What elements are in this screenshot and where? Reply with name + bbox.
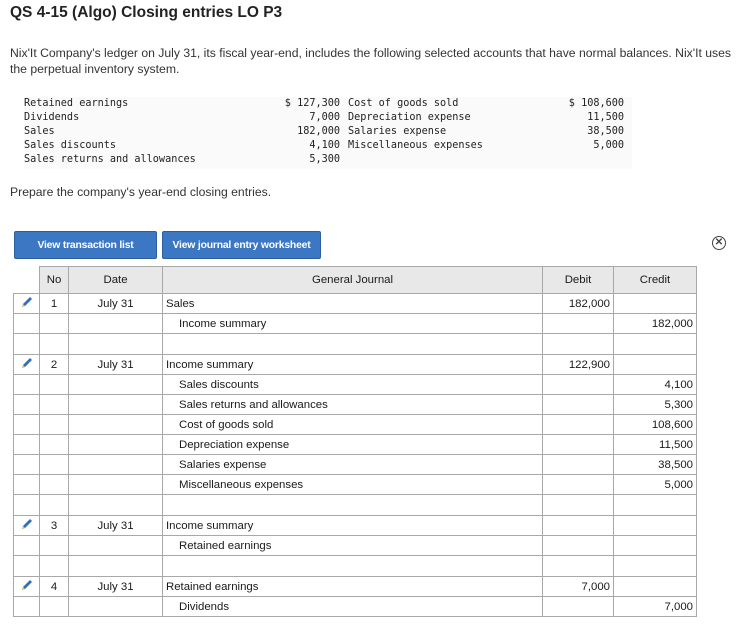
no-column-header: No	[40, 267, 69, 294]
ledger-amount: 5,000	[593, 140, 624, 151]
pencil-icon[interactable]	[20, 578, 34, 592]
debit-amount[interactable]	[543, 556, 614, 577]
entry-date[interactable]	[69, 536, 163, 556]
table-row	[14, 294, 697, 314]
credit-amount[interactable]: 5,000	[614, 475, 697, 495]
table-row	[14, 355, 697, 375]
account-name[interactable]: Retained earnings	[163, 577, 543, 597]
table-row	[14, 415, 697, 435]
ledger-name: Miscellaneous expenses	[348, 140, 483, 151]
credit-amount[interactable]: 11,500	[614, 435, 697, 455]
table-row	[14, 556, 697, 577]
ledger-name: Salaries expense	[348, 126, 447, 137]
edit-cell	[14, 536, 40, 556]
credit-amount[interactable]	[614, 577, 697, 597]
ledger-amount	[552, 153, 624, 167]
instruction-text: Prepare the company's year-end closing entries.	[10, 185, 272, 199]
table-row	[14, 314, 697, 334]
account-name[interactable]	[163, 556, 543, 577]
debit-amount[interactable]	[543, 334, 614, 355]
debit-amount[interactable]: 7,000	[543, 577, 614, 597]
ledger-name: Sales discounts	[24, 140, 117, 151]
edit-cell	[14, 597, 40, 617]
edit-cell	[14, 435, 40, 455]
account-name[interactable]: Sales discounts	[163, 375, 543, 395]
table-row	[14, 435, 697, 455]
ledger-amount: $ 127,300	[284, 98, 340, 109]
entry-number[interactable]	[40, 415, 69, 435]
pencil-icon[interactable]	[20, 295, 34, 309]
pencil-icon[interactable]	[20, 517, 34, 531]
entry-date[interactable]: July 31	[69, 294, 163, 314]
account-name[interactable]: Depreciation expense	[163, 435, 543, 455]
edit-entry-cell[interactable]	[14, 577, 40, 597]
account-name[interactable]: Sales	[163, 294, 543, 314]
edit-entry-cell[interactable]	[14, 516, 40, 536]
debit-amount[interactable]	[543, 455, 614, 475]
debit-amount[interactable]	[543, 516, 614, 536]
credit-amount[interactable]: 182,000	[614, 314, 697, 334]
pencil-icon[interactable]	[20, 356, 34, 370]
entry-date[interactable]	[69, 495, 163, 516]
credit-amount[interactable]	[614, 536, 697, 556]
ledger-right-names	[348, 97, 528, 167]
table-row	[14, 597, 697, 617]
credit-amount[interactable]	[614, 516, 697, 536]
ledger-left-amounts	[272, 97, 340, 167]
debit-amount[interactable]	[543, 597, 614, 617]
entry-number[interactable]	[40, 395, 69, 415]
table-row	[14, 375, 697, 395]
credit-amount[interactable]	[614, 495, 697, 516]
page-title: QS 4-15 (Algo) Closing entries LO P3	[10, 4, 283, 21]
account-name[interactable]: Dividends	[163, 597, 543, 617]
entry-number[interactable]	[40, 455, 69, 475]
entry-number[interactable]	[40, 334, 69, 355]
table-row	[14, 334, 697, 355]
entry-date[interactable]: July 31	[69, 516, 163, 536]
entry-date[interactable]	[69, 597, 163, 617]
entry-date[interactable]	[69, 435, 163, 455]
table-row	[14, 395, 697, 415]
credit-amount[interactable]: 4,100	[614, 375, 697, 395]
account-name[interactable]	[163, 334, 543, 355]
edit-cell	[14, 395, 40, 415]
account-name[interactable]: Income summary	[163, 314, 543, 334]
table-row	[14, 516, 697, 536]
credit-amount[interactable]: 38,500	[614, 455, 697, 475]
entry-number[interactable]: 1	[40, 294, 69, 314]
entry-number[interactable]	[40, 495, 69, 516]
debit-amount[interactable]	[543, 395, 614, 415]
ledger-amount: 7,000	[309, 112, 340, 123]
account-name[interactable]: Sales returns and allowances	[163, 395, 543, 415]
table-row	[14, 475, 697, 495]
debit-amount[interactable]	[543, 375, 614, 395]
entry-date[interactable]: July 31	[69, 577, 163, 597]
edit-cell	[14, 334, 40, 355]
close-circle-icon[interactable]: ✕	[712, 236, 726, 250]
ledger-amount: 182,000	[297, 126, 340, 137]
debit-amount[interactable]	[543, 475, 614, 495]
date-column-header: Date	[69, 267, 163, 294]
entry-number[interactable]	[40, 475, 69, 495]
credit-amount[interactable]	[614, 556, 697, 577]
entry-number[interactable]: 2	[40, 355, 69, 375]
entry-date[interactable]	[69, 375, 163, 395]
entry-date[interactable]: July 31	[69, 355, 163, 375]
credit-column-header: Credit	[614, 267, 697, 294]
debit-amount[interactable]: 182,000	[543, 294, 614, 314]
general-journal-table	[13, 266, 697, 617]
entry-number[interactable]	[40, 435, 69, 455]
edit-cell	[14, 375, 40, 395]
ledger-amount: 5,300	[309, 154, 340, 165]
entry-date[interactable]	[69, 395, 163, 415]
edit-entry-cell[interactable]	[14, 355, 40, 375]
debit-amount[interactable]	[543, 314, 614, 334]
account-name[interactable]: Income summary	[163, 355, 543, 375]
ledger-name: Cost of goods sold	[348, 98, 459, 109]
entry-number[interactable]	[40, 536, 69, 556]
entry-date[interactable]	[69, 475, 163, 495]
credit-amount[interactable]	[614, 355, 697, 375]
edit-column-header	[14, 267, 40, 294]
entry-number[interactable]: 3	[40, 516, 69, 536]
edit-cell	[14, 415, 40, 435]
table-row	[14, 577, 697, 597]
credit-amount[interactable]	[614, 294, 697, 314]
entry-date[interactable]	[69, 455, 163, 475]
entry-number[interactable]	[40, 597, 69, 617]
credit-amount[interactable]: 7,000	[614, 597, 697, 617]
edit-cell	[14, 314, 40, 334]
journal-body	[14, 294, 697, 617]
ledger-right-amounts	[552, 97, 624, 167]
debit-amount[interactable]	[543, 415, 614, 435]
problem-description: Nix'It Company's ledger on July 31, its fiscal year-end, includes the following selected accounts that have normal balances. Nix'It uses the perpetual inventory system.	[10, 46, 731, 76]
edit-cell	[14, 475, 40, 495]
ledger-amount: 4,100	[309, 140, 340, 151]
ledger-name: Dividends	[24, 112, 80, 123]
ledger-name	[348, 153, 528, 167]
table-header-row	[14, 267, 697, 294]
entry-number[interactable]	[40, 556, 69, 577]
credit-amount[interactable]	[614, 334, 697, 355]
ledger-name: Retained earnings	[24, 98, 129, 109]
edit-cell	[14, 455, 40, 475]
debit-amount[interactable]	[543, 495, 614, 516]
entry-date[interactable]	[69, 556, 163, 577]
edit-cell	[14, 495, 40, 516]
debit-amount[interactable]: 122,900	[543, 355, 614, 375]
debit-amount[interactable]	[543, 536, 614, 556]
account-name[interactable]	[163, 495, 543, 516]
account-name[interactable]: Salaries expense	[163, 455, 543, 475]
ledger-amount: 38,500	[587, 126, 624, 137]
debit-column-header: Debit	[543, 267, 614, 294]
edit-cell	[14, 556, 40, 577]
view-journal-worksheet-button[interactable]: View journal entry worksheet	[162, 231, 321, 259]
account-column-header: General Journal	[163, 267, 543, 294]
ledger-accounts	[24, 97, 632, 169]
ledger-amount: $ 108,600	[568, 98, 624, 109]
account-name[interactable]: Income summary	[163, 516, 543, 536]
table-row	[14, 536, 697, 556]
entry-number[interactable]	[40, 314, 69, 334]
entry-date[interactable]	[69, 334, 163, 355]
edit-entry-cell[interactable]	[14, 294, 40, 314]
account-name[interactable]: Cost of goods sold	[163, 415, 543, 435]
debit-amount[interactable]	[543, 435, 614, 455]
ledger-name: Sales	[24, 126, 55, 137]
view-transaction-list-button[interactable]: View transaction list	[14, 231, 157, 259]
entry-date[interactable]	[69, 314, 163, 334]
account-name[interactable]: Retained earnings	[163, 536, 543, 556]
ledger-name: Sales returns and allowances	[24, 154, 196, 165]
table-row	[14, 455, 697, 475]
ledger-name: Depreciation expense	[348, 112, 471, 123]
table-row	[14, 495, 697, 516]
credit-amount[interactable]: 108,600	[614, 415, 697, 435]
ledger-amount: 11,500	[587, 112, 624, 123]
entry-number[interactable]	[40, 375, 69, 395]
credit-amount[interactable]: 5,300	[614, 395, 697, 415]
account-name[interactable]: Miscellaneous expenses	[163, 475, 543, 495]
ledger-left-names	[24, 97, 194, 167]
entry-number[interactable]: 4	[40, 577, 69, 597]
entry-date[interactable]	[69, 415, 163, 435]
